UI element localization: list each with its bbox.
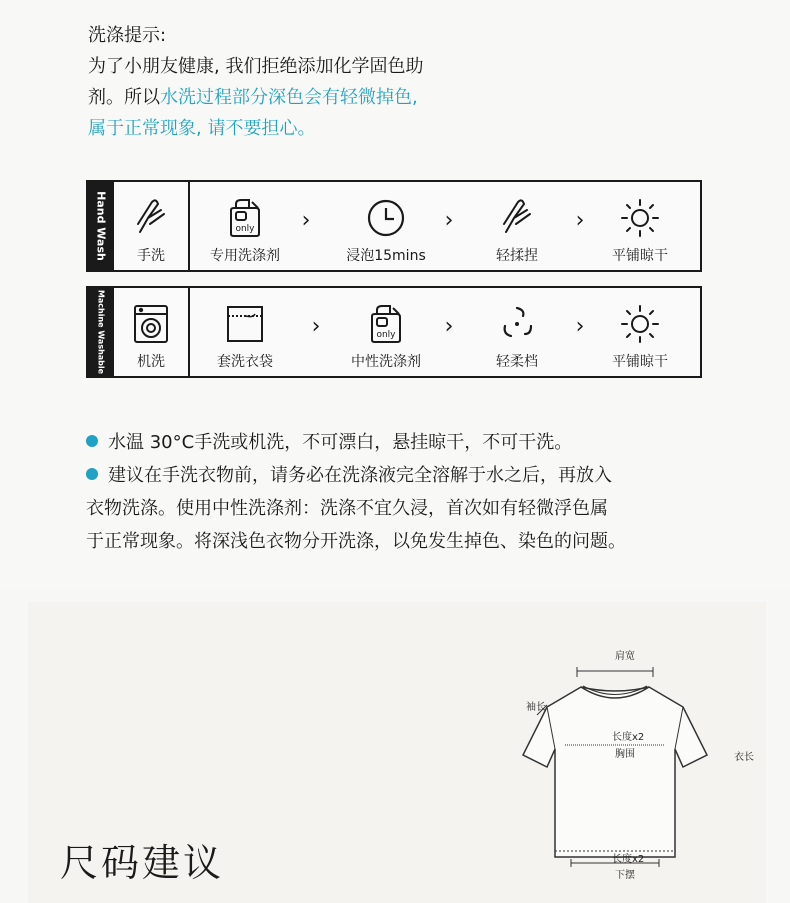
machine-wash-panel <box>86 286 702 378</box>
hand-wash-panel <box>86 180 702 272</box>
machine-step-2: only 中性洗涤剂 <box>331 288 441 376</box>
clock-icon <box>366 198 406 238</box>
notice-highlight: 属于正常现象, 请不要担心。 <box>88 118 316 139</box>
detergent-bottle-icon <box>228 198 262 238</box>
tip-item: 水温 30°C手洗或机洗，不可漂白，悬挂晾干，不可干洗。 <box>86 426 746 459</box>
notice-heading: 洗涤提示: <box>88 25 167 46</box>
washing-machine-icon <box>133 304 169 344</box>
notice-highlight: 水洗过程部分深色会有轻微掉色, <box>160 87 418 108</box>
chevron-right-icon: › <box>311 314 321 339</box>
chest-formula: 长度x2 <box>612 732 645 743</box>
notice-line: 剂。所以水洗过程部分深色会有轻微掉色, <box>88 87 418 108</box>
svg-text:only: only <box>235 224 255 234</box>
gentle-cycle-icon <box>497 304 537 344</box>
notice-line: 为了小朋友健康, 我们拒绝添加化学固色助 <box>88 56 424 77</box>
hem-formula: 长度x2 <box>612 854 645 865</box>
shoulder-label: 肩宽 <box>615 651 635 662</box>
care-tips <box>86 426 746 558</box>
tip-line: 于正常现象。将深浅色衣物分开洗涤，以免发生掉色、染色的问题。 <box>86 531 626 552</box>
sun-icon <box>620 304 660 344</box>
hand-step-2: 浸泡15mins <box>331 182 441 270</box>
machine-step-1: 套洗衣袋 <box>190 288 300 376</box>
chevron-right-icon: › <box>444 208 454 233</box>
hand-step-3: 轻揉捏 <box>462 182 572 270</box>
chevron-right-icon: › <box>575 314 585 339</box>
hand-wash-side-label: Hand Wash <box>88 182 114 270</box>
chevron-right-icon: › <box>444 314 454 339</box>
size-title: 尺码建议 <box>60 841 225 885</box>
bullet-dot-icon <box>86 435 98 447</box>
chevron-right-icon: › <box>575 208 585 233</box>
chevron-right-icon: › <box>301 208 311 233</box>
chest-label: 胸围 <box>615 749 635 760</box>
laundry-bag-icon <box>225 304 265 344</box>
detergent-bottle-icon <box>369 304 403 344</box>
machine-step-3: 轻柔档 <box>462 288 572 376</box>
hand-icon <box>134 198 168 236</box>
sun-icon <box>620 198 660 238</box>
tip-item: 建议在手洗衣物前，请务必在洗涤液完全溶解于水之后，再放入 <box>86 459 746 492</box>
hand-wash-method: 手洗 <box>114 182 188 270</box>
machine-wash-method: 机洗 <box>114 288 188 376</box>
wash-notice <box>88 20 528 144</box>
hand-icon <box>500 198 534 236</box>
svg-text:only: only <box>376 330 396 340</box>
machine-step-4: 平铺晾干 <box>584 288 696 376</box>
bullet-dot-icon <box>86 468 98 480</box>
hand-step-1: only 专用洗涤剂 <box>190 182 300 270</box>
tip-line: 衣物洗涤。使用中性洗涤剂：洗涤不宜久浸，首次如有轻微浮色属 <box>86 498 608 519</box>
hand-step-4: 平铺晾干 <box>584 182 696 270</box>
sleeve-label: 袖长 <box>526 702 546 713</box>
length-label: 衣长 <box>734 752 754 763</box>
machine-wash-side-label: Machine Washable <box>88 288 114 376</box>
hem-label: 下摆 <box>615 870 635 881</box>
